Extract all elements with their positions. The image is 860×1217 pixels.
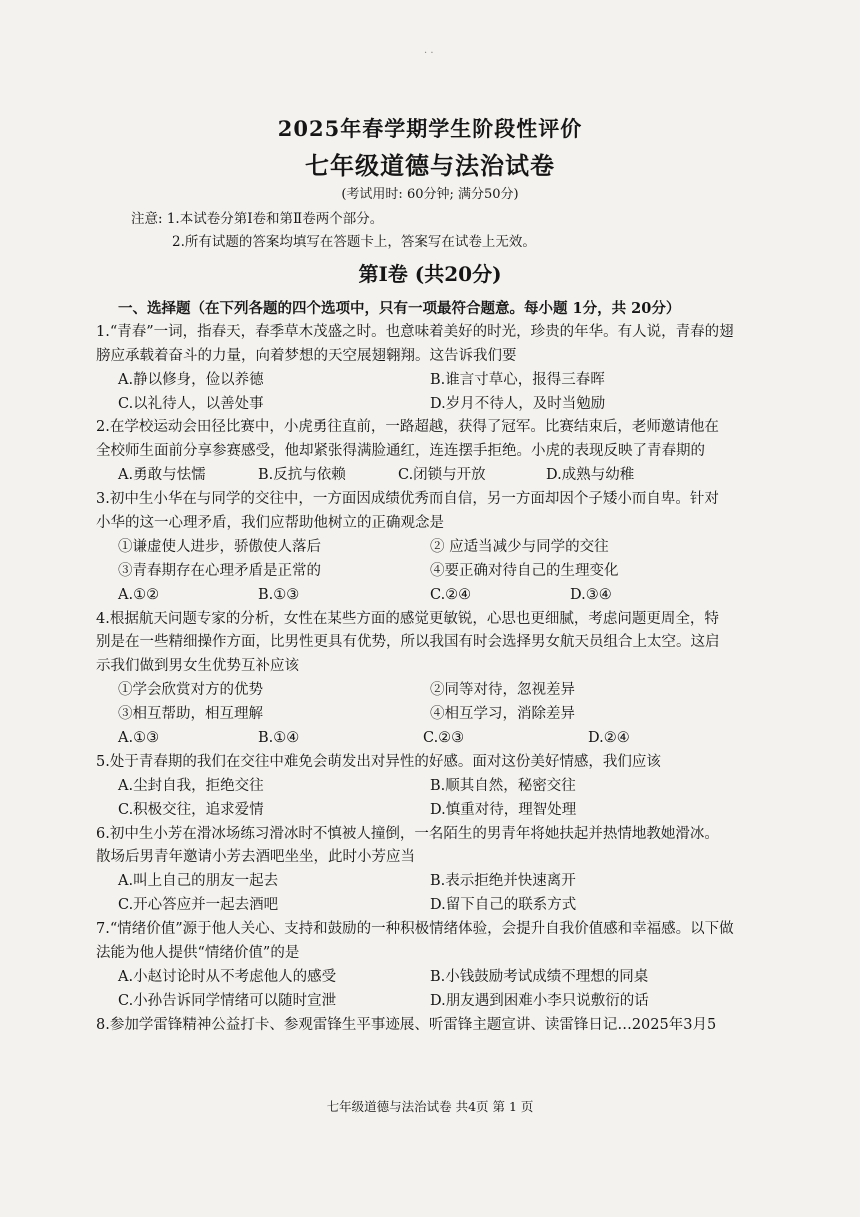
question-3-statements — [96, 536, 776, 560]
page-footer: 七年级道德与法治试卷 共4页 第 1 页 — [326, 1099, 534, 1114]
option: D.②④ — [588, 730, 630, 747]
question-2-line: 2.在学校运动会田径比赛中，小虎勇往直前，一路超越，获得了冠军。比赛结束后，老师邀请他在 — [96, 419, 719, 436]
question-4-options — [96, 727, 776, 751]
note-2: 2.所有试题的答案均填写在答题卡上，答案写在试卷上无效。 — [172, 234, 536, 250]
question-6-options — [96, 894, 776, 918]
question-5-options — [96, 799, 776, 823]
question-3-options — [96, 584, 776, 608]
scan-speck: · · — [424, 48, 434, 59]
option: B.①③ — [258, 586, 300, 603]
part-title: 第Ⅰ卷 (共20分) — [358, 262, 502, 286]
question-5-options — [96, 775, 776, 799]
option: C.②③ — [423, 730, 465, 747]
option: A.尘封自我，拒绝交往 — [118, 777, 264, 794]
question-1-options — [96, 393, 776, 417]
question-1-options — [96, 369, 776, 393]
option: B.①④ — [258, 730, 300, 747]
question-5-line: 5.处于青春期的我们在交往中难免会萌发出对异性的好感。面对这份美好情感，我们应该 — [96, 753, 661, 770]
question-4-line: 4.根据航天问题专家的分析，女性在某些方面的感觉更敏锐，心思也更细腻，考虑问题更周全，特 — [96, 610, 719, 627]
question-6-line: 6.初中生小芳在滑冰场练习滑冰时不慎被人撞倒，一名陌生的男青年将她扶起并热情地教她滑冰。 — [96, 825, 719, 842]
option: A.叫上自己的朋友一起去 — [118, 873, 279, 890]
question-7-options — [96, 990, 776, 1014]
question-4-statements — [96, 679, 776, 703]
option: D.③④ — [570, 586, 612, 603]
question-3-line: 小华的这一心理矛盾，我们应帮助他树立的正确观念是 — [96, 515, 444, 532]
option: A.①③ — [118, 730, 160, 747]
option: D.朋友遇到困难小李只说敷衍的话 — [430, 992, 649, 1009]
option: D.慎重对待，理智处理 — [430, 801, 577, 818]
statement: ② 应适当减少与同学的交往 — [430, 538, 609, 555]
option: D.留下自己的联系方式 — [430, 897, 577, 914]
note-1: 注意: 1.本试卷分第Ⅰ卷和第Ⅱ卷两个部分。 — [131, 211, 384, 227]
question-4-line: 别是在一些精细操作方面，比男性更具有优势，所以我国有时会选择男女航天员组合上太空。这启 — [96, 634, 720, 651]
question-3-line: 3.初中生小华在与同学的交往中，一方面因成绩优秀而自信，另一方面却因个子矮小而自卑。针对 — [96, 491, 719, 508]
statement: ①学会欣赏对方的优势 — [118, 682, 263, 699]
option: A.①② — [118, 586, 160, 603]
option: C.开心答应并一起去酒吧 — [118, 897, 279, 914]
exam-time-score: (考试用时: 60分钟; 满分50分) — [341, 187, 519, 202]
statement: ②同等对待，忽视差异 — [430, 682, 575, 699]
option: B.表示拒绝并快速离开 — [430, 873, 576, 890]
question-4-statements — [96, 703, 776, 727]
question-3-statements — [96, 560, 776, 584]
option: C.小孙告诉同学情绪可以随时宣泄 — [118, 992, 337, 1009]
section-title: 一、选择题（在下列各题的四个选项中，只有一项最符合题意。每小题 1分，共 20分） — [118, 300, 681, 317]
statement: ④要正确对待自己的生理变化 — [430, 562, 619, 579]
exam-title: 2025年春学期学生阶段性评价 — [277, 116, 583, 141]
question-8-line: 8.参加学雷锋精神公益打卡、参观雷锋生平事迹展、听雷锋主题宣讲、读雷锋日记…2025年3月5 — [96, 1016, 717, 1033]
question-7-options — [96, 966, 776, 990]
question-4-line: 示我们做到男女生优势互补应该 — [96, 658, 299, 675]
option: D.岁月不待人，及时当勉励 — [430, 395, 606, 412]
question-6-line: 散场后男青年邀请小芳去酒吧坐坐，此时小芳应当 — [96, 849, 415, 866]
option: A.小赵讨论时从不考虑他人的感受 — [118, 968, 337, 985]
question-6-options — [96, 870, 776, 894]
statement: ③相互帮助，相互理解 — [118, 706, 263, 723]
question-7-line: 7.“情绪价值”源于他人关心、支持和鼓励的一种积极情绪体验，会提升自我价值感和幸福感。以下做 — [96, 921, 734, 938]
option: A.静以修身，俭以养德 — [118, 371, 264, 388]
option: B.小钱鼓励考试成绩不理想的同桌 — [430, 968, 649, 985]
option: B.顺其自然，秘密交往 — [430, 777, 576, 794]
option: C.闭锁与开放 — [398, 467, 486, 484]
question-1-line: 1.“青春”一词，指春天，春季草木茂盛之时。也意味着美好的时光，珍贵的年华。有人说，青春的翅 — [96, 323, 734, 340]
question-2-options — [96, 464, 776, 488]
statement: ③青春期存在心理矛盾是正常的 — [118, 562, 321, 579]
statement: ①谦虚使人进步，骄傲使人落后 — [118, 538, 321, 555]
option: C.积极交往，追求爱情 — [118, 801, 264, 818]
statement: ④相互学习，消除差异 — [430, 706, 575, 723]
option: C.②④ — [430, 586, 472, 603]
question-7-line: 法能为他人提供“情绪价值”的是 — [96, 945, 300, 962]
option: C.以礼待人，以善处事 — [118, 395, 264, 412]
option: B.反抗与依赖 — [258, 467, 346, 484]
option: A.勇敢与怯懦 — [118, 467, 206, 484]
exam-subtitle: 七年级道德与法治试卷 — [305, 151, 555, 180]
questions-area — [96, 297, 776, 1038]
question-2-line: 全校师生面前分享参赛感受，他却紧张得满脸通红，连连摆手拒绝。小虎的表现反映了青春期的 — [96, 443, 705, 460]
option: B.谁言寸草心，报得三春晖 — [430, 371, 605, 388]
question-1-line: 膀应承载着奋斗的力量，向着梦想的天空展翅翱翔。这告诉我们要 — [96, 347, 517, 364]
option: D.成熟与幼稚 — [546, 467, 635, 484]
